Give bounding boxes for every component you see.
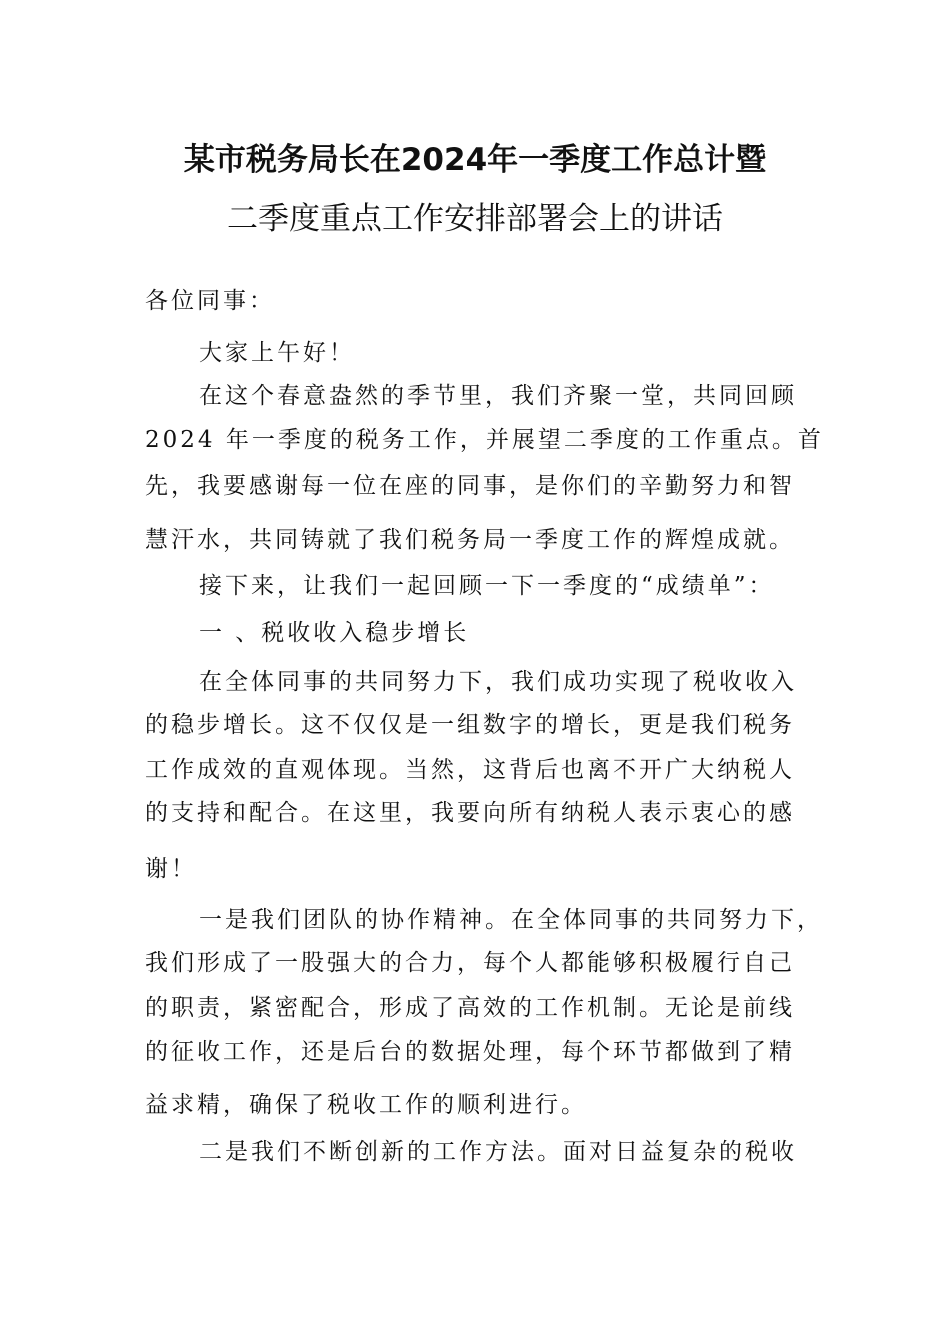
paragraph-line: 在这个春意盎然的季节里，我们齐聚一堂，共同回顾 [199,383,797,409]
paragraph-line: 慧汗水，共同铸就了我们税务局一季度工作的辉煌成就。 [145,527,795,553]
paragraph-line: 我们形成了一股强大的合力，每个人都能够积极履行自己 [145,950,795,976]
paragraph-line: 的征收工作，还是后台的数据处理，每个环节都做到了精 [145,1039,795,1065]
paragraph-line: 的支持和配合。在这里，我要向所有纳税人表示衷心的感 [145,800,795,826]
paragraph-line: 一是我们团队的协作精神。在全体同事的共同努力下， [199,907,823,933]
document-title-line-1: 某市税务局长在2024年一季度工作总计暨 [183,142,767,178]
paragraph-line: 益求精，确保了税收工作的顺利进行。 [145,1092,587,1118]
document-title-line-2: 二季度重点工作安排部署会上的讲话 [227,201,723,237]
greeting: 大家上午好！ [199,340,355,366]
paragraph-line: 先，我要感谢每一位在座的同事，是你们的辛勤努力和智 [145,473,795,499]
paragraph-line: 谢！ [145,856,197,882]
paragraph-line: 2024 年一季度的税务工作，并展望二季度的工作重点。首 [145,427,824,453]
paragraph-line: 二是我们不断创新的工作方法。面对日益复杂的税收 [199,1139,797,1165]
paragraph-line: 在全体同事的共同努力下，我们成功实现了税收收入 [199,669,797,695]
paragraph-line: 工作成效的直观体现。当然，这背后也离不开广大纳税人 [145,757,795,783]
paragraph-line: 的职责，紧密配合，形成了高效的工作机制。无论是前线 [145,995,795,1021]
section-heading: 一 、税收收入稳步增长 [199,620,470,646]
paragraph-line: 的稳步增长。这不仅仅是一组数字的增长，更是我们税务 [145,712,795,738]
paragraph-line: 接下来，让我们一起回顾一下一季度的“成绩单”： [199,573,775,599]
salutation: 各位同事： [145,288,275,314]
